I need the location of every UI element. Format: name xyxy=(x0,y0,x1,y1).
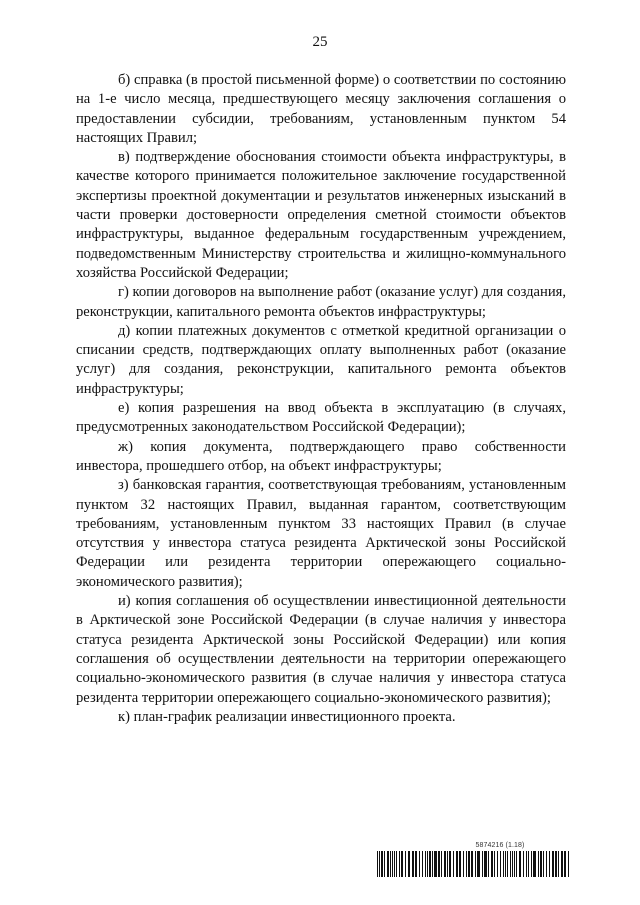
paragraph-e: е) копия разрешения на ввод объекта в эксплуатацию (в случаях, предусмотренных законодательством Российской Федерации); xyxy=(76,400,566,436)
paragraph-i: и) копия соглашения об осуществлении инвестиционной деятельности в Арктической зоне Российской Федерации (в случае наличия у инвестора статуса резидента Арктической зоны Российской Федерации) или копия соглашения об осуществлении деятельности на территории опережающего социально-экономического развития (в случае наличия у инвестора статуса резидента территории опережающего социально-экономического развития); xyxy=(76,593,566,706)
paragraph-z: з) банковская гарантия, соответствующая требованиям, установленным пунктом 32 настоящих Правил, выданная гарантом, соответствующим требованиям, установленным пунктом 33 настоящих Правил (в случае отсутствия у инвестора статуса резидента Арктической зоны Российской Федерации или резидента территории опережающего социально-экономического развития); xyxy=(76,477,566,590)
paragraph-b: б) справка (в простой письменной форме) о соответствии по состоянию на 1-е число месяца, предшествующего месяцу заключения соглашения о предоставлении субсидии, требованиям, установленным пунктом 54 настоящих Правил; xyxy=(76,72,566,146)
paragraph-k: к) план-график реализации инвестиционного проекта. xyxy=(118,708,456,725)
paragraph-g: г) копии договоров на выполнение работ (оказание услуг) для создания, реконструкции, капитального ремонта объектов инфраструктуры; xyxy=(76,284,566,320)
barcode-image xyxy=(377,851,569,877)
paragraph-d: д) копии платежных документов с отметкой кредитной организации о списании средств, подтверждающих оплату выполненных работ (оказание услуг) для создания, реконструкции, капитального ремонта объектов инфраструктуры; xyxy=(76,322,566,397)
page-number: 25 xyxy=(312,34,328,50)
document-body xyxy=(76,71,566,727)
paragraph-zh: ж) копия документа, подтверждающего право собственности инвестора, прошедшего отбор, на объект инфраструктуры; xyxy=(76,438,566,474)
paragraph-v: в) подтверждение обоснования стоимости объекта инфраструктуры, в качестве которого принимается положительное заключение государственной экспертизы проектной документации и результатов инженерных изысканий в части проверки достоверности определения сметной стоимости объектов инфраструктуры, выданное федеральным государственным учреждением, подведомственным Министерству строительства и жилищно-коммунального хозяйства Российской Федерации; xyxy=(76,149,566,281)
document-code: 5874216 (1.18) xyxy=(475,842,525,849)
